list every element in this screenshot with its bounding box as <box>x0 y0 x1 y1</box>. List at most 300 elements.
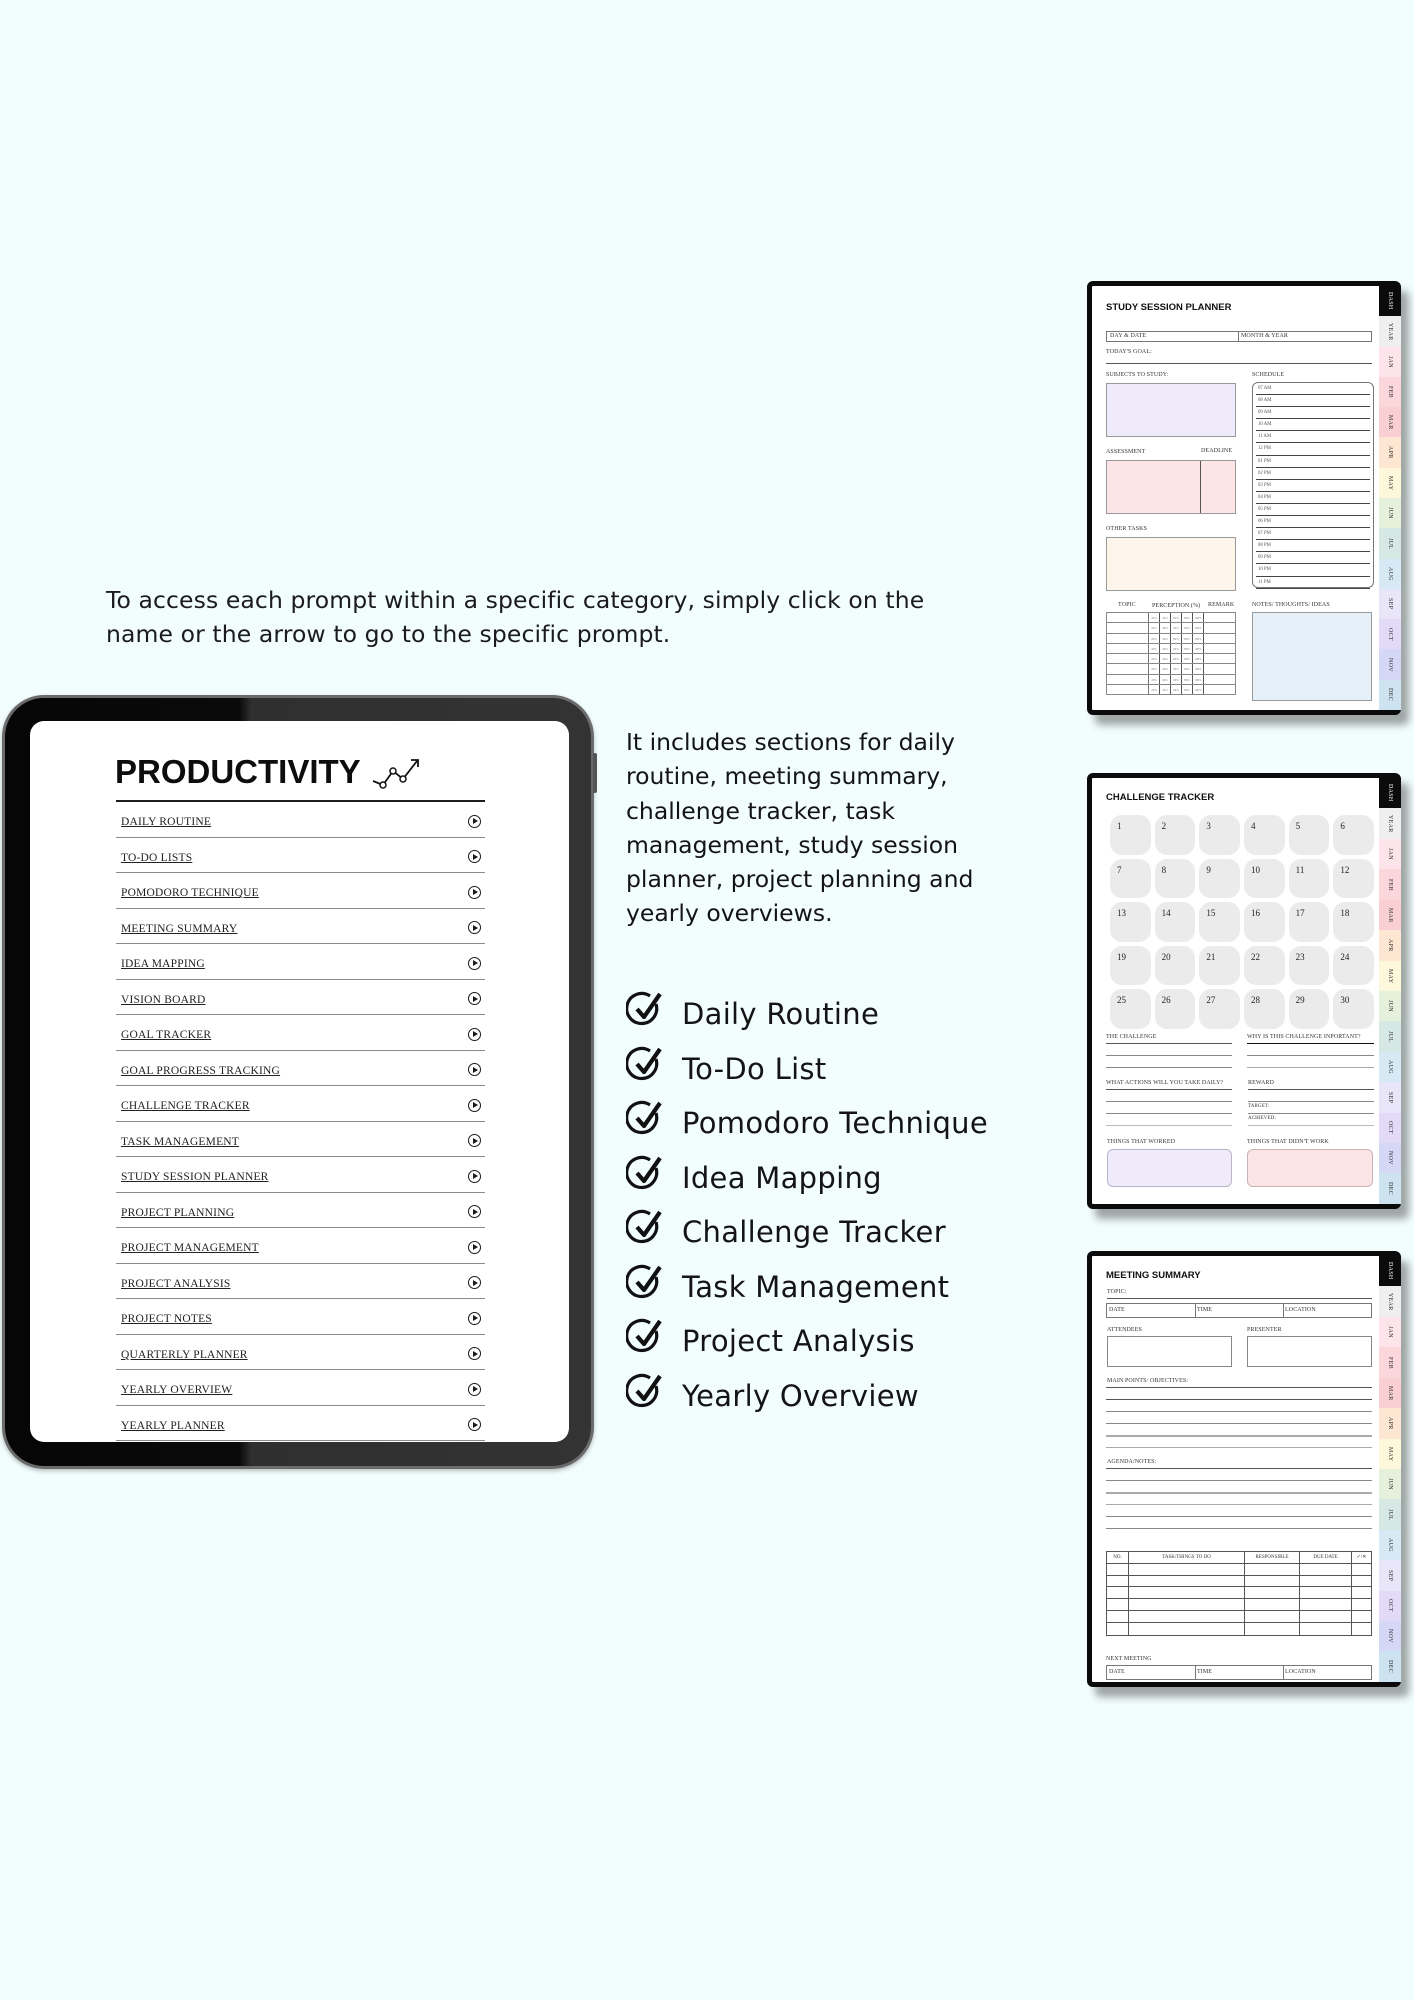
perception-table <box>1106 612 1236 695</box>
tab-apr[interactable] <box>1379 437 1401 467</box>
divider <box>1247 1055 1374 1056</box>
table-cell[interactable] <box>1107 1587 1129 1598</box>
perception-cell[interactable]: 60% <box>1171 675 1182 684</box>
menu-item-idea-mapping[interactable] <box>116 944 485 980</box>
perception-cell[interactable]: 80% <box>1182 664 1193 673</box>
check-circle-icon <box>626 1263 664 1301</box>
tab-may[interactable] <box>1379 1439 1401 1469</box>
remark-label: REMARK <box>1208 602 1235 608</box>
perception-cell[interactable]: 20% <box>1149 685 1160 694</box>
table-cell[interactable] <box>1107 1576 1129 1587</box>
table-cell[interactable] <box>1245 1623 1300 1635</box>
tab-mar[interactable] <box>1379 1378 1401 1408</box>
divider <box>1106 1435 1372 1437</box>
remark-cell[interactable] <box>1204 644 1236 653</box>
table-cell[interactable] <box>1129 1611 1245 1622</box>
play-circle-arrow-icon[interactable] <box>468 957 481 970</box>
day-cell[interactable]: 8 <box>1155 859 1196 899</box>
tab-dash[interactable] <box>1379 1256 1401 1286</box>
table-cell[interactable] <box>1107 1623 1129 1635</box>
check-circle-icon <box>626 1154 664 1192</box>
tab-jul[interactable] <box>1379 1021 1401 1051</box>
menu-item-daily-routine[interactable] <box>116 802 485 838</box>
perception-cell[interactable]: 60% <box>1171 634 1182 643</box>
menu-item-label[interactable]: GOAL PROGRESS TRACKING <box>121 1064 281 1077</box>
perception-cell[interactable]: 40% <box>1160 644 1171 653</box>
menu-item-label[interactable]: VISION BOARD <box>121 993 206 1006</box>
tab-oct[interactable] <box>1379 1591 1401 1621</box>
month-year-label: MONTH & YEAR <box>1241 333 1288 339</box>
menu-item-quarterly-planner[interactable] <box>116 1335 485 1371</box>
table-cell[interactable] <box>1129 1623 1245 1635</box>
menu-item-label[interactable]: YEARLY OVERVIEW <box>121 1384 233 1397</box>
day-grid <box>1110 815 1374 1029</box>
day-cell[interactable]: 1 <box>1110 815 1151 855</box>
play-circle-arrow-icon[interactable] <box>468 1241 481 1254</box>
table-cell[interactable] <box>1300 1576 1352 1587</box>
menu-item-vision-board[interactable] <box>116 980 485 1016</box>
divider <box>1107 1298 1372 1299</box>
table-cell[interactable] <box>1300 1564 1352 1575</box>
tab-label: YEAR <box>1387 814 1393 833</box>
day-cell[interactable]: 13 <box>1110 902 1151 942</box>
didnt-work-box[interactable] <box>1247 1149 1373 1187</box>
schedule-slot[interactable]: 12 PM <box>1256 443 1370 455</box>
other-tasks-box[interactable] <box>1106 537 1236 591</box>
divider <box>1106 1067 1232 1068</box>
tab-dec[interactable] <box>1379 1173 1401 1203</box>
remark-cell[interactable] <box>1204 654 1236 663</box>
the-challenge-label: THE CHALLENGE <box>1106 1034 1157 1040</box>
tab-label: MAR <box>1387 1385 1393 1401</box>
menu-item-meeting-summary[interactable] <box>116 909 485 945</box>
page-title: STUDY SESSION PLANNER <box>1106 302 1232 313</box>
achieved-label: ACHIEVED: <box>1248 1116 1276 1121</box>
schedule-slot[interactable]: 07 PM <box>1256 528 1370 540</box>
remark-cell[interactable] <box>1204 634 1236 643</box>
schedule-slot[interactable]: 11 AM <box>1256 431 1370 443</box>
feature-item <box>626 1369 988 1424</box>
schedule-slot[interactable]: 02 PM <box>1256 468 1370 480</box>
table-cell[interactable] <box>1107 1611 1129 1622</box>
topic-label: TOPIC: <box>1107 1289 1127 1295</box>
play-circle-arrow-icon[interactable] <box>468 1170 481 1183</box>
schedule-slot[interactable]: 11 PM <box>1256 577 1370 589</box>
menu-item-label[interactable]: PROJECT NOTES <box>121 1313 212 1326</box>
day-cell[interactable]: 7 <box>1110 859 1151 899</box>
day-cell[interactable]: 4 <box>1244 815 1285 855</box>
table-cell[interactable] <box>1129 1599 1245 1610</box>
perception-cell[interactable]: 80% <box>1182 613 1193 622</box>
table-cell[interactable] <box>1245 1576 1300 1587</box>
tab-mar[interactable] <box>1379 407 1401 437</box>
play-circle-arrow-icon[interactable] <box>468 1134 481 1147</box>
perception-cell[interactable]: 100% <box>1193 675 1204 684</box>
perception-cell[interactable]: 40% <box>1160 623 1171 632</box>
topic-cell[interactable] <box>1106 644 1149 653</box>
perception-row <box>1106 654 1236 664</box>
tab-label: AUG <box>1387 1538 1393 1552</box>
day-cell[interactable]: 25 <box>1110 989 1151 1029</box>
day-cell[interactable]: 5 <box>1289 815 1330 855</box>
table-cell[interactable] <box>1300 1623 1352 1635</box>
schedule-slot[interactable]: 07 AM <box>1256 383 1370 395</box>
menu-item-goal-tracker[interactable] <box>116 1015 485 1051</box>
tab-may[interactable] <box>1379 468 1401 498</box>
menu-item-pomodoro-technique[interactable] <box>116 873 485 909</box>
remark-cell[interactable] <box>1204 664 1236 673</box>
date-time-location-row <box>1106 1303 1372 1318</box>
menu-item-goal-progress-tracking[interactable] <box>116 1051 485 1087</box>
play-circle-arrow-icon[interactable] <box>468 1418 481 1431</box>
topic-cell[interactable] <box>1106 623 1149 632</box>
divider <box>1283 1666 1284 1679</box>
menu-item-label[interactable]: POMODORO TECHNIQUE <box>121 887 259 900</box>
day-cell[interactable]: 23 <box>1289 946 1330 986</box>
column-header: TASK/THINGS TO DO <box>1129 1552 1245 1563</box>
day-cell[interactable]: 20 <box>1155 946 1196 986</box>
perception-cell[interactable]: 40% <box>1160 634 1171 643</box>
day-cell[interactable]: 29 <box>1289 989 1330 1029</box>
menu-item-yearly-planner[interactable] <box>116 1406 485 1442</box>
table-cell[interactable] <box>1245 1587 1300 1598</box>
time-label: TIME <box>1197 1307 1213 1313</box>
day-cell[interactable]: 6 <box>1333 815 1374 855</box>
play-circle-arrow-icon[interactable] <box>468 1312 481 1325</box>
perception-cell[interactable]: 100% <box>1193 644 1204 653</box>
feature-item <box>626 1205 988 1260</box>
perception-cell[interactable]: 20% <box>1149 623 1160 632</box>
feature-label: Yearly Overview <box>682 1378 919 1413</box>
perception-cell[interactable]: 100% <box>1193 654 1204 663</box>
tab-label: APR <box>1387 939 1393 952</box>
tab-label: DASH <box>1387 1262 1393 1280</box>
schedule-slot[interactable]: 09 PM <box>1256 552 1370 564</box>
perception-cell[interactable]: 100% <box>1193 613 1204 622</box>
day-cell[interactable]: 19 <box>1110 946 1151 986</box>
day-cell[interactable]: 17 <box>1289 902 1330 942</box>
subjects-box[interactable] <box>1106 383 1236 437</box>
tab-dec[interactable] <box>1379 680 1401 710</box>
assessment-box[interactable] <box>1106 460 1236 514</box>
play-circle-arrow-icon[interactable] <box>468 921 481 934</box>
perception-cell[interactable]: 60% <box>1171 654 1182 663</box>
tab-mar[interactable] <box>1379 900 1401 930</box>
day-cell[interactable]: 10 <box>1244 859 1285 899</box>
menu-item-label[interactable]: QUARTERLY PLANNER <box>121 1348 248 1361</box>
assessment-label: ASSESSMENT <box>1106 449 1146 455</box>
tab-label: NOV <box>1387 1629 1393 1644</box>
tab-jun[interactable] <box>1379 498 1401 528</box>
tab-apr[interactable] <box>1379 1408 1401 1438</box>
day-cell[interactable]: 28 <box>1244 989 1285 1029</box>
table-row <box>1107 1576 1371 1588</box>
table-cell[interactable] <box>1129 1587 1245 1598</box>
tab-dec[interactable] <box>1379 1651 1401 1681</box>
tab-sep[interactable] <box>1379 1082 1401 1112</box>
tab-nov[interactable] <box>1379 649 1401 679</box>
check-circle-icon <box>626 990 664 1028</box>
tab-nov[interactable] <box>1379 1143 1401 1173</box>
tab-feb[interactable] <box>1379 869 1401 899</box>
perception-cell[interactable]: 20% <box>1149 613 1160 622</box>
menu-item-label[interactable]: PROJECT ANALYSIS <box>121 1277 231 1290</box>
perception-cell[interactable]: 20% <box>1149 634 1160 643</box>
tab-label: MAR <box>1387 907 1393 923</box>
menu-item-label[interactable]: STUDY SESSION PLANNER <box>121 1171 269 1184</box>
topic-cell[interactable] <box>1106 664 1149 673</box>
perception-cell[interactable]: 40% <box>1160 664 1171 673</box>
perception-cell[interactable]: 80% <box>1182 634 1193 643</box>
divider <box>1248 1113 1374 1114</box>
perception-cell[interactable]: 80% <box>1182 623 1193 632</box>
tab-aug[interactable] <box>1379 1052 1401 1082</box>
schedule-slot[interactable]: 06 PM <box>1256 516 1370 528</box>
feature-label: Project Analysis <box>682 1324 915 1359</box>
menu-item-label[interactable]: DAILY ROUTINE <box>121 816 212 829</box>
tab-aug[interactable] <box>1379 559 1401 589</box>
date-row <box>1106 331 1372 342</box>
page-title: CHALLENGE TRACKER <box>1106 792 1215 803</box>
perception-cell[interactable]: 100% <box>1193 634 1204 643</box>
day-cell[interactable]: 16 <box>1244 902 1285 942</box>
feature-label: Challenge Tracker <box>682 1215 946 1250</box>
play-circle-arrow-icon[interactable] <box>468 886 481 899</box>
table-cell[interactable] <box>1129 1576 1245 1587</box>
menu-item-study-session-planner[interactable] <box>116 1157 485 1193</box>
table-cell[interactable] <box>1107 1599 1129 1610</box>
topic-cell[interactable] <box>1106 634 1149 643</box>
menu-item-label[interactable]: GOAL TRACKER <box>121 1029 212 1042</box>
divider <box>1106 1387 1372 1388</box>
perception-cell[interactable]: 60% <box>1171 623 1182 632</box>
table-row <box>1107 1587 1371 1599</box>
tab-label: JAN <box>1387 1326 1393 1338</box>
play-circle-arrow-icon[interactable] <box>468 1383 481 1396</box>
divider <box>1106 1125 1232 1126</box>
play-circle-arrow-icon[interactable] <box>468 850 481 863</box>
divider <box>1248 1089 1374 1090</box>
day-cell[interactable]: 2 <box>1155 815 1196 855</box>
tab-dash[interactable] <box>1379 286 1401 316</box>
feature-label: Pomodoro Technique <box>682 1106 989 1141</box>
perception-cell[interactable]: 20% <box>1149 675 1160 684</box>
table-cell[interactable] <box>1352 1611 1371 1622</box>
table-cell[interactable] <box>1245 1564 1300 1575</box>
topic-cell[interactable] <box>1106 685 1149 694</box>
table-cell[interactable] <box>1129 1564 1245 1575</box>
trend-line-icon <box>369 755 425 789</box>
menu-item-label[interactable]: PROJECT MANAGEMENT <box>121 1242 259 1255</box>
tab-nov[interactable] <box>1379 1621 1401 1651</box>
tab-label: MAY <box>1387 1446 1393 1461</box>
menu-item-yearly-overview[interactable] <box>116 1370 485 1406</box>
tab-jul[interactable] <box>1379 528 1401 558</box>
day-cell[interactable]: 9 <box>1199 859 1240 899</box>
table-cell[interactable] <box>1245 1599 1300 1610</box>
attendees-box[interactable] <box>1107 1336 1232 1367</box>
remark-cell[interactable] <box>1204 613 1236 622</box>
perception-cell[interactable]: 60% <box>1171 664 1182 673</box>
why-important-label: WHY IS THIS CHALLENGE INPORTANT? <box>1247 1034 1361 1040</box>
tab-jul[interactable] <box>1379 1499 1401 1529</box>
perception-cell[interactable]: 20% <box>1149 664 1160 673</box>
day-cell[interactable]: 21 <box>1199 946 1240 986</box>
feature-label: To-Do List <box>682 1051 827 1086</box>
tab-label: DASH <box>1387 784 1393 802</box>
play-circle-arrow-icon[interactable] <box>468 1205 481 1218</box>
perception-cell[interactable]: 80% <box>1182 654 1193 663</box>
schedule-slot[interactable]: 08 PM <box>1256 540 1370 552</box>
tab-jun[interactable] <box>1379 991 1401 1021</box>
perception-cell[interactable]: 60% <box>1171 644 1182 653</box>
tab-oct[interactable] <box>1379 1113 1401 1143</box>
day-cell[interactable]: 27 <box>1199 989 1240 1029</box>
tab-sep[interactable] <box>1379 1560 1401 1590</box>
tab-year[interactable] <box>1379 1286 1401 1316</box>
menu-item-label[interactable]: TO-DO LISTS <box>121 851 193 864</box>
menu-item-project-notes[interactable] <box>116 1299 485 1335</box>
notes-box[interactable] <box>1252 612 1372 701</box>
menu-item-label[interactable]: CHALLENGE TRACKER <box>121 1100 250 1113</box>
menu-item-label[interactable]: YEARLY PLANNER <box>121 1419 225 1432</box>
day-cell[interactable]: 15 <box>1199 902 1240 942</box>
tab-may[interactable] <box>1379 961 1401 991</box>
tab-sep[interactable] <box>1379 589 1401 619</box>
perception-cell[interactable]: 60% <box>1171 685 1182 694</box>
table-cell[interactable] <box>1352 1587 1371 1598</box>
perception-cell[interactable]: 20% <box>1149 644 1160 653</box>
perception-cell[interactable]: 80% <box>1182 675 1193 684</box>
perception-row <box>1106 675 1236 685</box>
play-circle-arrow-icon[interactable] <box>468 1276 481 1289</box>
perception-cell[interactable]: 40% <box>1160 654 1171 663</box>
tab-jan[interactable] <box>1379 839 1401 869</box>
play-circle-arrow-icon[interactable] <box>468 1347 481 1360</box>
tab-jun[interactable] <box>1379 1469 1401 1499</box>
meeting-summary-preview <box>1087 1251 1401 1687</box>
menu-item-challenge-tracker[interactable] <box>116 1086 485 1122</box>
tab-jan[interactable] <box>1379 347 1401 377</box>
day-cell[interactable]: 30 <box>1333 989 1374 1029</box>
schedule-slot[interactable]: 08 AM <box>1256 395 1370 407</box>
perception-cell[interactable]: 40% <box>1160 675 1171 684</box>
menu-item-label[interactable]: IDEA MAPPING <box>121 958 205 971</box>
perception-cell[interactable]: 100% <box>1193 685 1204 694</box>
tab-feb[interactable] <box>1379 1347 1401 1377</box>
tablet-screen <box>30 721 569 1442</box>
day-cell[interactable]: 26 <box>1155 989 1196 1029</box>
menu-item-project-analysis[interactable] <box>116 1264 485 1300</box>
table-cell[interactable] <box>1352 1576 1371 1587</box>
feature-item <box>626 1096 988 1151</box>
didnt-work-label: THINGS THAT DIDN'T WORK <box>1247 1139 1329 1145</box>
tab-apr[interactable] <box>1379 930 1401 960</box>
tab-dash[interactable] <box>1379 778 1401 808</box>
check-circle-icon <box>626 1045 664 1083</box>
day-cell[interactable]: 14 <box>1155 902 1196 942</box>
divider <box>1248 1125 1374 1126</box>
perception-cell[interactable]: 80% <box>1182 644 1193 653</box>
menu-item-label[interactable]: PROJECT PLANNING <box>121 1206 235 1219</box>
remark-cell[interactable] <box>1204 623 1236 632</box>
tab-aug[interactable] <box>1379 1530 1401 1560</box>
menu-item-project-planning[interactable] <box>116 1193 485 1229</box>
perception-cell[interactable]: 40% <box>1160 685 1171 694</box>
day-cell[interactable]: 12 <box>1333 859 1374 899</box>
table-cell[interactable] <box>1107 1564 1129 1575</box>
schedule-slot[interactable]: 10 PM <box>1256 564 1370 576</box>
perception-cell[interactable]: 80% <box>1182 685 1193 694</box>
schedule-slot[interactable]: 03 PM <box>1256 480 1370 492</box>
tab-feb[interactable] <box>1379 377 1401 407</box>
play-circle-arrow-icon[interactable] <box>468 992 481 1005</box>
perception-row <box>1106 623 1236 633</box>
perception-cell[interactable]: 100% <box>1193 664 1204 673</box>
menu-item-project-management[interactable] <box>116 1228 485 1264</box>
worked-box[interactable] <box>1107 1149 1232 1187</box>
perception-cell[interactable]: 20% <box>1149 654 1160 663</box>
day-cell[interactable]: 3 <box>1199 815 1240 855</box>
schedule-slot[interactable]: 04 PM <box>1256 492 1370 504</box>
perception-cell[interactable]: 60% <box>1171 613 1182 622</box>
perception-cell[interactable]: 100% <box>1193 623 1204 632</box>
tab-year[interactable] <box>1379 316 1401 346</box>
play-circle-arrow-icon[interactable] <box>468 1063 481 1076</box>
presenter-box[interactable] <box>1247 1336 1372 1367</box>
tab-label: AUG <box>1387 566 1393 581</box>
play-circle-arrow-icon[interactable] <box>468 1099 481 1112</box>
remark-cell[interactable] <box>1204 685 1236 694</box>
menu-item-task-management[interactable] <box>116 1122 485 1158</box>
day-cell[interactable]: 22 <box>1244 946 1285 986</box>
other-tasks-label: OTHER TASKS <box>1106 526 1148 532</box>
table-cell[interactable] <box>1300 1599 1352 1610</box>
table-cell[interactable] <box>1245 1611 1300 1622</box>
remark-cell[interactable] <box>1204 675 1236 684</box>
menu-item-label[interactable]: TASK MANAGEMENT <box>121 1135 240 1148</box>
table-cell[interactable] <box>1352 1564 1371 1575</box>
feature-item <box>626 1042 988 1097</box>
menu-item-label[interactable]: MEETING SUMMARY <box>121 922 238 935</box>
play-circle-arrow-icon[interactable] <box>468 815 481 828</box>
tab-year[interactable] <box>1379 808 1401 838</box>
schedule-slot[interactable]: 01 PM <box>1256 456 1370 468</box>
play-circle-arrow-icon[interactable] <box>468 1028 481 1041</box>
topic-cell[interactable] <box>1106 675 1149 684</box>
table-cell[interactable] <box>1352 1599 1371 1610</box>
day-cell[interactable]: 24 <box>1333 946 1374 986</box>
tab-label: FEB <box>1387 1356 1393 1369</box>
day-cell[interactable]: 18 <box>1333 902 1374 942</box>
topic-cell[interactable] <box>1106 654 1149 663</box>
table-cell[interactable] <box>1352 1623 1371 1635</box>
tab-jan[interactable] <box>1379 1317 1401 1347</box>
tab-label: OCT <box>1387 1599 1393 1613</box>
table-cell[interactable] <box>1300 1587 1352 1598</box>
schedule-slot[interactable]: 05 PM <box>1256 504 1370 516</box>
schedule-slot[interactable]: 09 AM <box>1256 407 1370 419</box>
tab-label: DEC <box>1387 1182 1393 1196</box>
tab-label: NOV <box>1387 1151 1393 1166</box>
tab-oct[interactable] <box>1379 619 1401 649</box>
schedule-slot[interactable]: 10 AM <box>1256 419 1370 431</box>
table-cell[interactable] <box>1300 1611 1352 1622</box>
perception-cell[interactable]: 40% <box>1160 613 1171 622</box>
day-cell[interactable]: 11 <box>1289 859 1330 899</box>
menu-item-to-do-lists[interactable] <box>116 838 485 874</box>
topic-cell[interactable] <box>1106 613 1149 622</box>
